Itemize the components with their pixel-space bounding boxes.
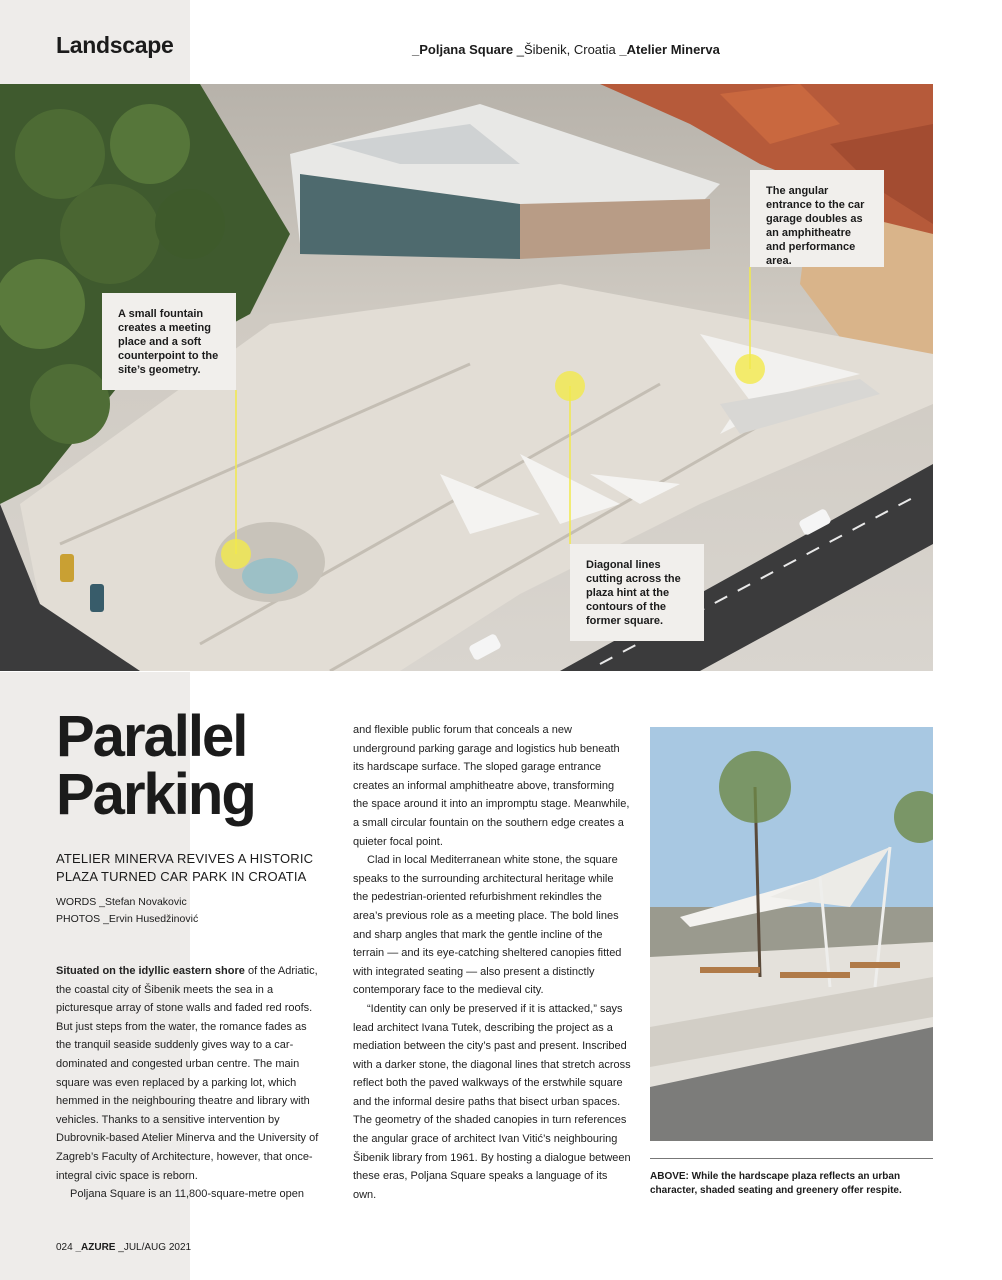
title-line-1: Parallel	[56, 704, 247, 769]
callout-fountain: A small fountain creates a meeting place and a soft counterpoint to the site’s geometry.	[102, 293, 236, 390]
title-line-2: Parking	[56, 762, 255, 827]
page-number: 024	[56, 1242, 76, 1253]
folio	[56, 1242, 191, 1253]
photo-caption: ABOVE: While the hardscape plaza reflects an urban character, shaded seating and greenery offer respite.	[650, 1171, 902, 1196]
lead-in: Situated on the idyllic eastern shore	[56, 965, 245, 977]
words-credit: WORDS _Stefan Novakovic	[56, 896, 187, 908]
caption-rule	[650, 1158, 933, 1159]
plaza-illustration	[650, 727, 933, 1141]
callout-entrance: The angular entrance to the car garage doubles as an amphitheatre and performance area.	[750, 170, 884, 267]
project-location: _Šibenik, Croatia	[513, 42, 620, 57]
firm-name: _Atelier Minerva	[619, 42, 720, 57]
text-column-2	[353, 721, 631, 1204]
section-label: Landscape	[56, 32, 174, 58]
paragraph-4: “Identity can only be preserved if it is attacked,” says lead architect Ivana Tutek, describing the project as a mediation between the city’s past and present. Inscribed with a darker stone, the diagonal lines that stretch across reflect both the paved walkways of the erstwhile square and the informal desire paths that bisect urban spaces. The geometry of the shaded canopies in turn references the angular grace of architect Ivan Vitić’s neighbouring Šibenik library from 1961. By hosting a dialogue between these eras, Poljana Square speaks a language of its own.	[353, 1002, 631, 1201]
paragraph-2-cont: and flexible public forum that conceals a new underground parking garage and logistics hub beneath its hardscape surface. The sloped garage entrance creates an informal amphitheatre above, transforming the space around it into an impromptu stage. Meanwhile, a small circular fountain on the southern edge creates a quieter focal point.	[353, 724, 630, 848]
header-meta	[412, 42, 720, 57]
article-title	[56, 704, 356, 827]
article-dek: ATELIER MINERVA REVIVES A HISTORIC PLAZA TURNED CAR PARK IN CROATIA	[56, 851, 314, 884]
text-column-1	[56, 962, 324, 1204]
callout-diagonal: Diagonal lines cutting across the plaza hint at the contours of the former square.	[570, 544, 704, 641]
photos-credit: PHOTOS _Ervin Husedžinović	[56, 913, 199, 925]
issue-date: _JUL/AUG 2021	[115, 1242, 192, 1253]
project-name: _Poljana Square	[412, 42, 514, 57]
magazine-name: _AZURE	[75, 1242, 116, 1253]
plaza-photo	[650, 727, 933, 1141]
paragraph-1-body: of the Adriatic, the coastal city of Šibenik meets the sea in a picturesque array of stone walls and faded red roofs. But just steps from the water, the romance fades as the tranquil seaside suddenly gives way to a car-dominated and congested urban centre. The main square was even replaced by a parking lot, which hemmed in the neighbouring theatre and library with vehicles. Thanks to a sensitive intervention by Dubrovnik-based Atelier Minerva and the University of Zagreb’s Faculty of Architecture, however, that once-integral civic space is reborn.	[56, 965, 319, 1182]
paragraph-1	[56, 962, 324, 1185]
article-credits	[56, 894, 198, 928]
paragraph-3: Clad in local Mediterranean white stone, the square speaks to the surrounding architectural heritage while the pedestrian-oriented refurbishment rekindles the area’s previous role as a meeting place. The bold lines and sharp angles that mark the gentle incline of the terrain — and its eye-catching sheltered canopies fitted with integrated seating — also present a distinctly contemporary face to the medieval city.	[353, 854, 622, 997]
paragraph-2-start: Poljana Square is an 11,800-square-metre open	[70, 1188, 305, 1201]
